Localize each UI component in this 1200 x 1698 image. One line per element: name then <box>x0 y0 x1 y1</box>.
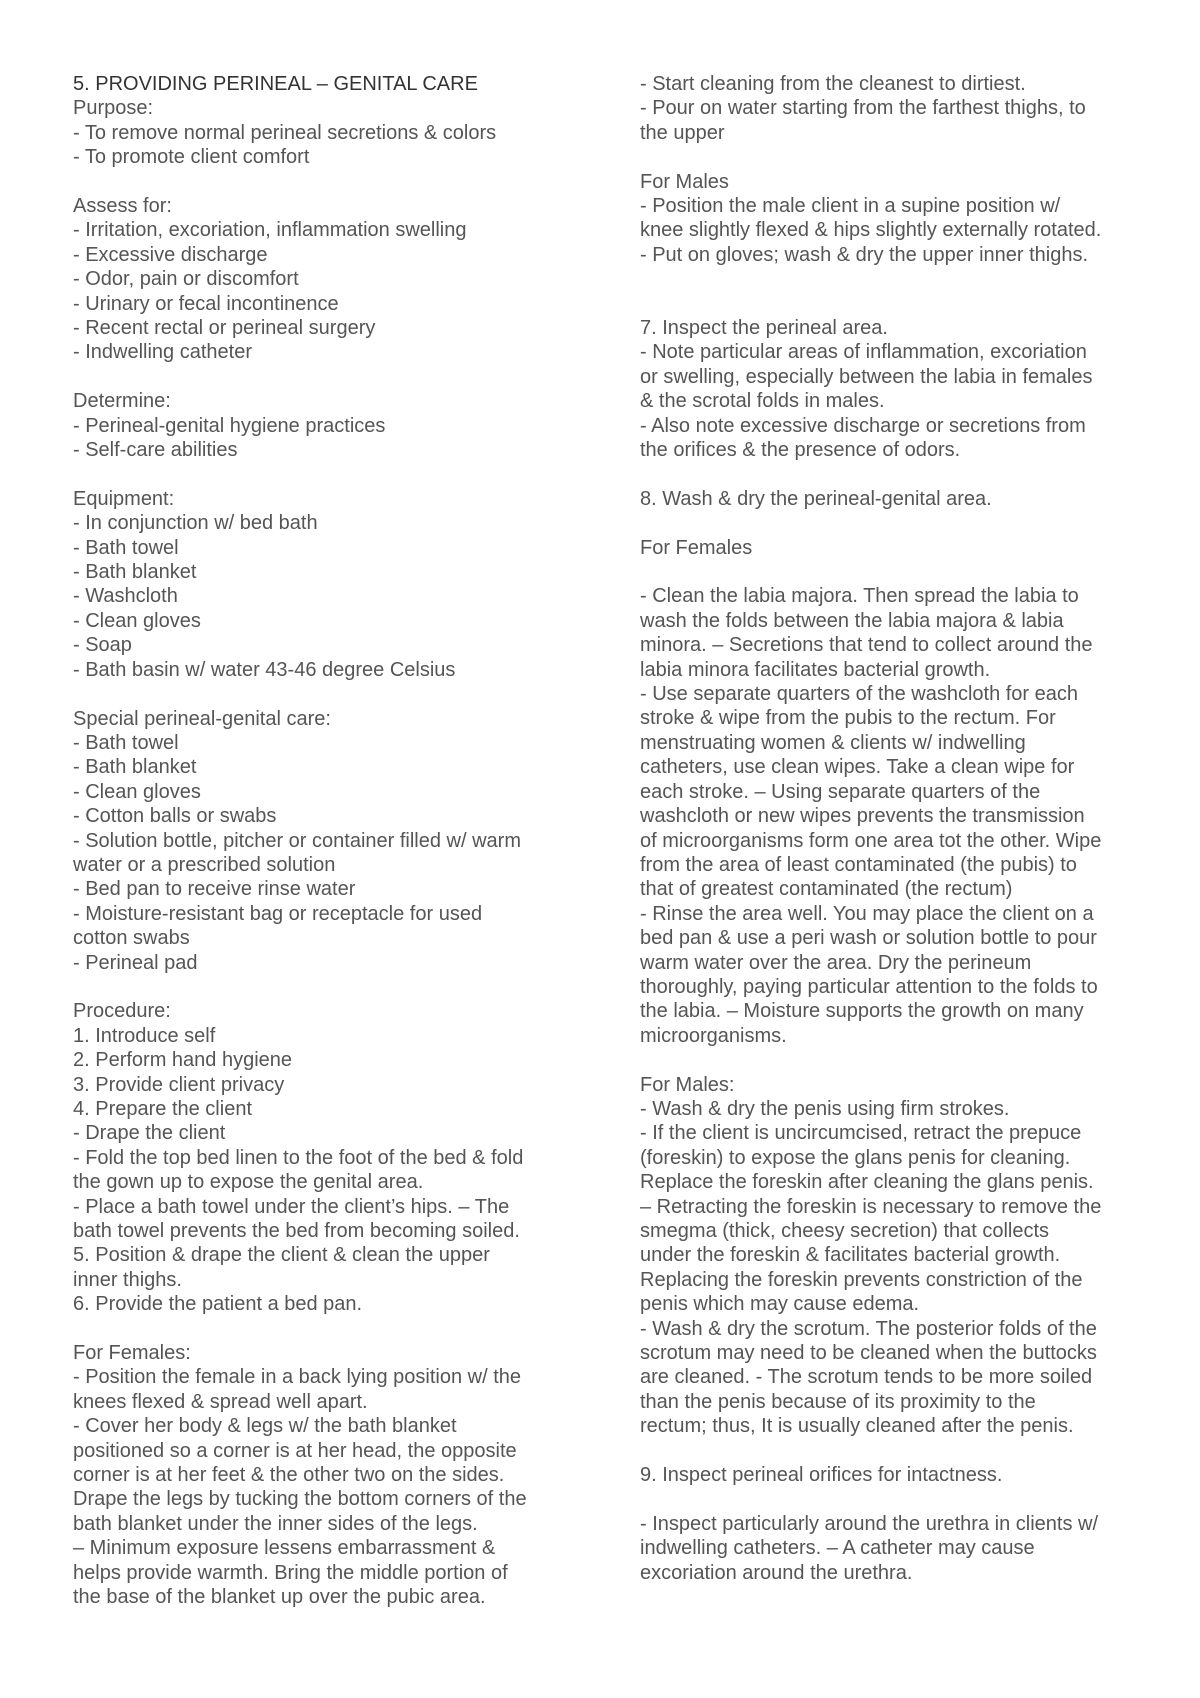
blank-line <box>73 1317 573 1341</box>
text-line: - Use separate quarters of the washcloth for each <box>640 683 1079 706</box>
text-line: - Soap <box>73 634 132 657</box>
text-line: For Males <box>640 170 729 193</box>
text-line: the gown up to expose the genital area. <box>73 1171 424 1194</box>
blank-line <box>640 1487 1140 1511</box>
text-line: - Bath blanket <box>73 756 197 779</box>
text-line: 4. Prepare the client <box>73 1097 252 1120</box>
text-line: penis which may cause edema. <box>640 1293 920 1316</box>
text-line: - To promote client comfort <box>73 146 310 169</box>
text-line: each stroke. – Using separate quarters of the <box>640 780 1041 803</box>
text-line: - Indwelling catheter <box>73 341 252 364</box>
text-line: bath towel prevents the bed from becoming soiled. <box>73 1220 520 1243</box>
text-line: - Solution bottle, pitcher or container filled w/ warm <box>73 829 521 852</box>
text-line: - Bath towel <box>73 731 179 754</box>
text-line: - Excessive discharge <box>73 243 268 266</box>
text-line: 5. Position & drape the client & clean the upper <box>73 1244 490 1267</box>
text-line: warm water over the area. Dry the perineum <box>640 951 1032 974</box>
text-line: Replacing the foreskin prevents constriction of the <box>640 1268 1083 1291</box>
text-line: bed pan & use a peri wash or solution bottle to pour <box>640 927 1097 950</box>
text-line: - Self-care abilities <box>73 439 238 462</box>
text-line: - Bath basin w/ water 43-46 degree Celsius <box>73 658 456 681</box>
text-line: - Position the male client in a supine position w/ <box>640 195 1061 218</box>
text-line: - Washcloth <box>73 585 178 608</box>
text-line: - Cover her body & legs w/ the bath blanket <box>73 1415 457 1438</box>
text-line: - To remove normal perineal secretions & colors <box>73 121 497 144</box>
text-line: 5. PROVIDING PERINEAL – GENITAL CARE <box>73 73 478 95</box>
text-line: Determine: <box>73 390 171 413</box>
text-line: - Place a bath towel under the client’s hips. – The <box>73 1195 510 1218</box>
text-line: (foreskin) to expose the glans penis for cleaning. <box>640 1146 1071 1169</box>
text-line: - Perineal pad <box>73 951 198 974</box>
text-line: labia minora facilitates bacterial growth. <box>640 658 991 681</box>
text-line: that of greatest contaminated (the rectum) <box>640 878 1013 901</box>
text-line: - Perineal-genital hygiene practices <box>73 414 386 437</box>
blank-line <box>640 292 1140 316</box>
blank-line <box>73 975 573 999</box>
text-line: - Note particular areas of inflammation, excoriation <box>640 341 1087 364</box>
left-column <box>73 72 573 1610</box>
text-line: Drape the legs by tucking the bottom corners of the <box>73 1488 527 1511</box>
text-line: - Bed pan to receive rinse water <box>73 878 356 901</box>
text-line: rectum; thus, It is usually cleaned after the penis. <box>640 1415 1074 1438</box>
text-line: excoriation around the urethra. <box>640 1561 913 1584</box>
blank-line <box>640 145 1140 169</box>
text-line: water or a prescribed solution <box>73 853 336 876</box>
text-line: catheters, use clean wipes. Take a clean wipe for <box>640 756 1075 779</box>
text-line: - Recent rectal or perineal surgery <box>73 317 376 340</box>
text-line: - Irritation, excoriation, inflammation swelling <box>73 219 467 242</box>
text-line: 1. Introduce self <box>73 1024 216 1047</box>
text-line: - Bath towel <box>73 536 179 559</box>
text-line: - Wash & dry the scrotum. The posterior folds of the <box>640 1317 1097 1340</box>
text-line: - Bath blanket <box>73 561 197 584</box>
text-line: stroke & wipe from the pubis to the rectum. For <box>640 707 1056 730</box>
text-line: scrotum may need to be cleaned when the buttocks <box>640 1342 1097 1365</box>
text-line: 2. Perform hand hygiene <box>73 1049 293 1072</box>
text-line: - Inspect particularly around the urethra in clients w/ <box>640 1512 1098 1535</box>
text-line: Purpose: <box>73 97 154 120</box>
text-line: than the penis because of its proximity to the <box>640 1390 1036 1413</box>
text-line: For Males: <box>640 1073 735 1096</box>
blank-line <box>640 1439 1140 1463</box>
text-line: Procedure: <box>73 1000 171 1023</box>
text-line: - Pour on water starting from the farthest thighs, to <box>640 97 1086 120</box>
text-line: - Wash & dry the penis using firm strokes. <box>640 1097 1010 1120</box>
text-line: under the foreskin & facilitates bacterial growth. <box>640 1244 1061 1267</box>
text-line: 9. Inspect perineal orifices for intactness. <box>640 1464 1003 1487</box>
text-line: corner is at her feet & the other two on the sides. <box>73 1464 505 1487</box>
text-line: 8. Wash & dry the perineal-genital area. <box>640 487 992 510</box>
text-line: helps provide warmth. Bring the middle portion of <box>73 1561 508 1584</box>
text-line: - Clean gloves <box>73 609 201 632</box>
text-line: - Odor, pain or discomfort <box>73 268 299 291</box>
text-line: or swelling, especially between the labia in females <box>640 365 1093 388</box>
text-line: the base of the blanket up over the pubic area. <box>73 1586 486 1609</box>
text-line: - Clean the labia majora. Then spread the labia to <box>640 585 1079 608</box>
blank-line <box>640 511 1140 535</box>
blank-line <box>640 1048 1140 1072</box>
text-line: washcloth or new wipes prevents the transmission <box>640 805 1085 828</box>
text-line: thoroughly, paying particular attention to the folds to <box>640 975 1098 998</box>
text-line: bath blanket under the inner sides of the legs. <box>73 1512 478 1535</box>
text-line: - Urinary or fecal incontinence <box>73 292 339 315</box>
text-line: Equipment: <box>73 487 175 510</box>
text-line: - Put on gloves; wash & dry the upper inner thighs. <box>640 243 1089 266</box>
text-line: - Cotton balls or swabs <box>73 805 277 828</box>
text-line: the orifices & the presence of odors. <box>640 439 961 462</box>
text-line: of microorganisms form one area tot the other. Wipe <box>640 829 1102 852</box>
text-line: knee slightly flexed & hips slightly externally rotated. <box>640 219 1102 242</box>
text-line: 7. Inspect the perineal area. <box>640 317 888 340</box>
text-line: 3. Provide client privacy <box>73 1073 285 1096</box>
text-line: are cleaned. - The scrotum tends to be more soiled <box>640 1366 1093 1389</box>
text-line: – Retracting the foreskin is necessary to remove the <box>640 1195 1102 1218</box>
blank-line <box>73 462 573 486</box>
text-line: the labia. – Moisture supports the growth on many <box>640 1000 1084 1023</box>
text-line: – Minimum exposure lessens embarrassment & <box>73 1537 496 1560</box>
text-line: cotton swabs <box>73 927 190 950</box>
text-line: knees flexed & spread well apart. <box>73 1390 368 1413</box>
text-line: - Clean gloves <box>73 780 201 803</box>
right-column <box>640 72 1140 1585</box>
text-line: smegma (thick, cheesy secretion) that collects <box>640 1219 1050 1242</box>
text-line: - If the client is uncircumcised, retract the prepuce <box>640 1122 1082 1145</box>
text-line: wash the folds between the labia majora & labia <box>640 609 1064 632</box>
text-line: Assess for: <box>73 195 172 218</box>
text-line: Special perineal-genital care: <box>73 707 331 730</box>
blank-line <box>640 560 1140 584</box>
text-line: - In conjunction w/ bed bath <box>73 512 318 535</box>
text-line: - Drape the client <box>73 1122 226 1145</box>
text-line: 6. Provide the patient a bed pan. <box>73 1293 363 1316</box>
text-line: Replace the foreskin after cleaning the glans penis. <box>640 1171 1094 1194</box>
text-line: the upper <box>640 121 725 144</box>
text-line: - Moisture-resistant bag or receptacle for used <box>73 902 483 925</box>
text-line: minora. – Secretions that tend to collect around the <box>640 634 1093 657</box>
text-line: For Females <box>640 536 753 559</box>
text-line: microorganisms. <box>640 1024 787 1047</box>
text-line: - Rinse the area well. You may place the client on a <box>640 902 1094 925</box>
text-line: from the area of least contaminated (the pubis) to <box>640 853 1077 876</box>
blank-line <box>73 365 573 389</box>
text-line: - Start cleaning from the cleanest to dirtiest. <box>640 73 1026 95</box>
blank-line <box>73 170 573 194</box>
text-line: & the scrotal folds in males. <box>640 390 885 413</box>
text-line: - Also note excessive discharge or secretions from <box>640 414 1086 437</box>
text-line: menstruating women & clients w/ indwelling <box>640 731 1026 754</box>
text-line: - Position the female in a back lying position w/ the <box>73 1366 522 1389</box>
blank-line <box>640 462 1140 486</box>
text-line: inner thighs. <box>73 1268 182 1291</box>
blank-line <box>73 682 573 706</box>
text-line: For Females: <box>73 1342 191 1365</box>
text-line: - Fold the top bed linen to the foot of the bed & fold <box>73 1146 524 1169</box>
blank-line <box>640 267 1140 291</box>
text-line: positioned so a corner is at her head, the opposite <box>73 1439 517 1462</box>
text-line: indwelling catheters. – A catheter may cause <box>640 1537 1035 1560</box>
